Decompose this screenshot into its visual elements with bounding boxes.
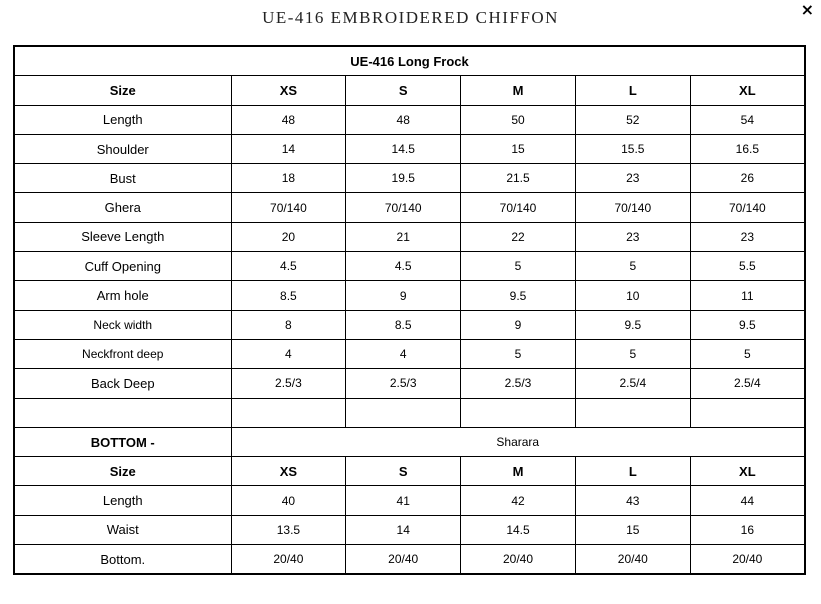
table-cell: 10 [575,281,690,310]
table-cell: 4 [346,339,461,368]
table-cell: 5 [461,339,576,368]
row-label: Bust [14,164,231,193]
table-cell: 15 [575,515,690,544]
table-cell: 8.5 [231,281,346,310]
table-cell: 4 [231,339,346,368]
table-cell: 9.5 [575,310,690,339]
table-row [14,252,805,281]
table-cell: 23 [690,222,805,251]
table-cell: 70/140 [690,193,805,222]
row-label: Bottom. [14,545,231,575]
size-header-cell: XS [231,457,346,486]
table-row [14,222,805,251]
row-label: Cuff Opening [14,252,231,281]
table-cell: 21.5 [461,164,576,193]
size-header-cell: S [346,457,461,486]
table-cell: 8.5 [346,310,461,339]
table-cell: 23 [575,222,690,251]
table-row [14,164,805,193]
table-cell: 9 [461,310,576,339]
table-cell: 41 [346,486,461,515]
table-cell: 14 [231,134,346,163]
table-cell: 20/40 [461,545,576,575]
empty-cell [14,398,231,427]
row-label: Neckfront deep [14,339,231,368]
size-chart-table [13,45,806,575]
row-label: Sleeve Length [14,222,231,251]
bottom-heading-row [14,427,805,456]
size-header-cell: M [461,76,576,105]
table-cell: 22 [461,222,576,251]
table-row [14,193,805,222]
bottom-type: Sharara [231,427,805,456]
table-row [14,545,805,575]
table-cell: 4.5 [231,252,346,281]
size-header-cell: L [575,76,690,105]
size-header-cell: M [461,457,576,486]
table-row [14,369,805,398]
table-cell: 54 [690,105,805,134]
table-row [14,134,805,163]
row-label: Arm hole [14,281,231,310]
size-header-cell: XL [690,457,805,486]
page-title: UE-416 EMBROIDERED CHIFFON [262,8,559,27]
table-cell: 14.5 [461,515,576,544]
table-cell: 70/140 [231,193,346,222]
empty-cell [461,398,576,427]
table-row [14,310,805,339]
table-cell: 26 [690,164,805,193]
table-cell: 9.5 [690,310,805,339]
table-cell: 15 [461,134,576,163]
table-cell: 14.5 [346,134,461,163]
table-heading-row [14,46,805,76]
table-cell: 18 [231,164,346,193]
table-cell: 70/140 [575,193,690,222]
size-header-cell: L [575,457,690,486]
table-cell: 48 [231,105,346,134]
empty-cell [690,398,805,427]
table-cell: 5 [575,252,690,281]
table-cell: 2.5/4 [690,369,805,398]
table-cell: 48 [346,105,461,134]
table-cell: 70/140 [346,193,461,222]
table-cell: 19.5 [346,164,461,193]
bottom-label: BOTTOM - [14,427,231,456]
table-cell: 70/140 [461,193,576,222]
table-cell: 40 [231,486,346,515]
table-cell: 13.5 [231,515,346,544]
size-header-label: Size [14,457,231,486]
table-cell: 23 [575,164,690,193]
table-row [14,281,805,310]
row-label: Ghera [14,193,231,222]
table-row [14,339,805,368]
row-label: Waist [14,515,231,544]
row-label: Neck width [14,310,231,339]
table-cell: 16 [690,515,805,544]
table-cell: 42 [461,486,576,515]
size-header-cell: XS [231,76,346,105]
table-cell: 16.5 [690,134,805,163]
table-cell: 52 [575,105,690,134]
row-label: Shoulder [14,134,231,163]
empty-cell [346,398,461,427]
table-row [14,515,805,544]
empty-cell [231,398,346,427]
table-cell: 20/40 [575,545,690,575]
table-cell: 5 [461,252,576,281]
table-cell: 2.5/3 [346,369,461,398]
empty-cell [575,398,690,427]
table-cell: 4.5 [346,252,461,281]
size-header-cell: XL [690,76,805,105]
table-cell: 5.5 [690,252,805,281]
table-cell: 15.5 [575,134,690,163]
table-cell: 2.5/3 [461,369,576,398]
table-cell: 5 [690,339,805,368]
table-cell: 50 [461,105,576,134]
row-label: Length [14,486,231,515]
table-cell: 5 [575,339,690,368]
table-cell: 11 [690,281,805,310]
spacer-row [14,398,805,427]
table-cell: 14 [346,515,461,544]
table-cell: 20 [231,222,346,251]
table-cell: 2.5/4 [575,369,690,398]
table-cell: 20/40 [346,545,461,575]
table-cell: 8 [231,310,346,339]
table-cell: 9 [346,281,461,310]
table-cell: 44 [690,486,805,515]
table-cell: 21 [346,222,461,251]
table-cell: 9.5 [461,281,576,310]
size-header-cell: S [346,76,461,105]
table-cell: 20/40 [690,545,805,575]
table-cell: 43 [575,486,690,515]
table-row [14,486,805,515]
table-row [14,105,805,134]
size-header-row [14,76,805,105]
table-cell: 20/40 [231,545,346,575]
close-icon[interactable]: × [800,0,814,19]
row-label: Back Deep [14,369,231,398]
row-label: Length [14,105,231,134]
table-cell: 2.5/3 [231,369,346,398]
size-header-label: Size [14,76,231,105]
size-header-row [14,457,805,486]
table-heading: UE-416 Long Frock [14,46,805,76]
